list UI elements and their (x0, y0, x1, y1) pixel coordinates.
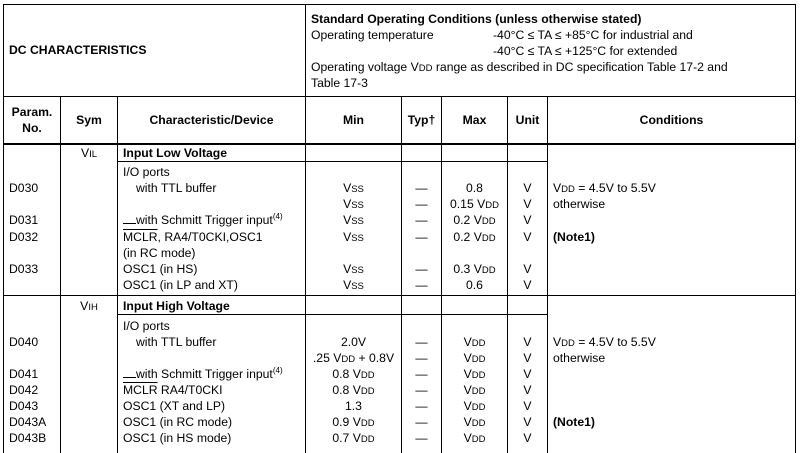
col-header-conditions: Conditions (639, 113, 704, 127)
d032-max: 0.2 VDD (453, 230, 496, 244)
d040b-conditions: otherwise (553, 351, 606, 365)
d040b-min: .25 VDD + 0.8V (312, 351, 395, 365)
d043-max: VDD (463, 399, 486, 413)
d043b-unit: V (523, 431, 532, 445)
d041-param: D041 (9, 367, 39, 381)
d031-unit: V (523, 213, 532, 227)
d031-param: D031 (9, 213, 39, 227)
d043a-unit: V (523, 415, 532, 429)
d030b-max: 0.15 VDD (450, 197, 499, 211)
d040b-unit: V (523, 351, 532, 365)
d032-conditions: (Note1) (553, 230, 595, 244)
d033-unit: V (523, 262, 532, 276)
d042-unit: V (523, 383, 532, 397)
d040-max: VDD (463, 335, 486, 349)
d030-param: D030 (9, 181, 39, 195)
section-divider (3, 295, 796, 296)
temp-range-extended: -40°C ≤ TA ≤ +125°C for extended (493, 44, 678, 58)
d043a-max: VDD (463, 415, 486, 429)
col-header-typ: Typ† (407, 113, 436, 127)
vih-title-underline (117, 314, 547, 315)
d031-min: VSS (343, 213, 364, 227)
d030-unit: V (523, 181, 532, 195)
d032-min: VSS (343, 230, 364, 244)
title-divider (305, 4, 306, 96)
d031-desc: with Schmitt Trigger input$^{(4)}$ (123, 212, 283, 228)
vil-io-ports: I/O ports (123, 165, 170, 179)
d033b-desc: OSC1 (in LP and XT) (123, 278, 238, 292)
operating-voltage-line: Operating voltage VDD range as described in DC specification Table 17-2 and (311, 60, 728, 74)
d043b-desc: OSC1 (in HS mode) (123, 431, 232, 445)
d042-min: 0.8 VDD (332, 383, 375, 397)
col-header-sym: Sym (76, 113, 102, 127)
d043-typ: — (415, 399, 428, 413)
d043-desc: OSC1 (XT and LP) (123, 399, 226, 413)
d043b-param: D043B (9, 431, 47, 445)
d032-typ: — (415, 230, 428, 244)
d033-typ: — (415, 262, 428, 276)
vil-title-underline (117, 161, 547, 162)
d032-unit: V (523, 230, 532, 244)
d042-param: D042 (9, 383, 39, 397)
col-header-min: Min (343, 113, 364, 127)
d030b-min: VSS (343, 197, 364, 211)
table-border-left (3, 4, 4, 453)
temp-range-industrial: -40°C ≤ TA ≤ +85°C for industrial and (493, 28, 693, 42)
d040-min: 2.0V (340, 335, 367, 349)
d040-param: D040 (9, 335, 39, 349)
d043b-max: VDD (463, 431, 486, 445)
d030-min: VSS (343, 181, 364, 195)
table-border-top (3, 4, 796, 5)
d043a-typ: — (415, 415, 428, 429)
d041-desc: with Schmitt Trigger input$^{(4)}$ (123, 366, 283, 382)
d030b-conditions: otherwise (553, 197, 606, 211)
col-header-param: Param. No. (11, 105, 53, 135)
d040b-typ: — (415, 351, 428, 365)
d032-desc: MCLR, RA4/T0CKI,OSC1 (123, 230, 263, 244)
d030-desc: with TTL buffer (136, 181, 217, 195)
d040-unit: V (523, 335, 532, 349)
d032-desc-line2: (in RC mode) (123, 246, 196, 260)
d033-desc: OSC1 (in HS) (123, 262, 198, 276)
d043-unit: V (523, 399, 532, 413)
col-divider-7 (547, 96, 548, 453)
d030-conditions: VDD = 4.5V to 5.5V (553, 181, 656, 195)
operating-voltage-line-2: Table 17-3 (311, 76, 368, 90)
d043b-typ: — (415, 431, 428, 445)
d033-param: D033 (9, 262, 39, 276)
d040b-max: VDD (463, 351, 486, 365)
col-header-max: Max (462, 113, 487, 127)
d043a-desc: OSC1 (in RC mode) (123, 415, 233, 429)
vil-symbol: VIL (80, 146, 98, 160)
vih-io-ports: I/O ports (123, 319, 170, 333)
d033b-max: 0.6 (466, 278, 483, 292)
d033b-min: VSS (343, 278, 364, 292)
d033b-unit: V (523, 278, 532, 292)
col-divider-2 (117, 96, 118, 453)
conditions-heading: Standard Operating Conditions (unless otherwise stated) (311, 12, 642, 26)
col-header-unit: Unit (515, 113, 540, 127)
d031-max: 0.2 VDD (453, 213, 496, 227)
d030b-unit: V (523, 197, 532, 211)
d043a-conditions: (Note1) (553, 415, 595, 429)
col-header-characteristic: Characteristic/Device (149, 113, 274, 127)
header-top-rule (3, 96, 796, 97)
d040-typ: — (415, 335, 428, 349)
d041-min: 0.8 VDD (332, 367, 375, 381)
d033-max: 0.3 VDD (453, 262, 496, 276)
d043a-min: 0.9 VDD (332, 415, 375, 429)
d043a-param: D043A (9, 415, 47, 429)
d030b-typ: — (415, 197, 428, 211)
d033-min: VSS (343, 262, 364, 276)
operating-temperature-label: Operating temperature (311, 28, 434, 42)
d043b-min: 0.7 VDD (332, 431, 375, 445)
d042-max: VDD (463, 383, 486, 397)
d040-conditions: VDD = 4.5V to 5.5V (553, 335, 656, 349)
d031-typ: — (415, 213, 428, 227)
header-bottom-rule (3, 143, 796, 145)
d042-desc: MCLR RA4/T0CKI (123, 383, 223, 397)
d042-typ: — (415, 383, 428, 397)
d032-param: D032 (9, 230, 39, 244)
d041-unit: V (523, 367, 532, 381)
vih-section-title: Input High Voltage (123, 299, 230, 313)
d030-max: 0.8 (466, 181, 483, 195)
table-border-right (795, 4, 796, 453)
d033b-typ: — (415, 278, 428, 292)
d041-max: VDD (463, 367, 486, 381)
d043-min: 1.3 (345, 399, 362, 413)
table-title: DC CHARACTERISTICS (9, 43, 147, 57)
d040-desc: with TTL buffer (136, 335, 217, 349)
vil-section-title: Input Low Voltage (123, 146, 228, 160)
d043-param: D043 (9, 399, 39, 413)
d041-typ: — (415, 367, 428, 381)
vih-symbol: VIH (80, 299, 98, 313)
d030-typ: — (415, 181, 428, 195)
